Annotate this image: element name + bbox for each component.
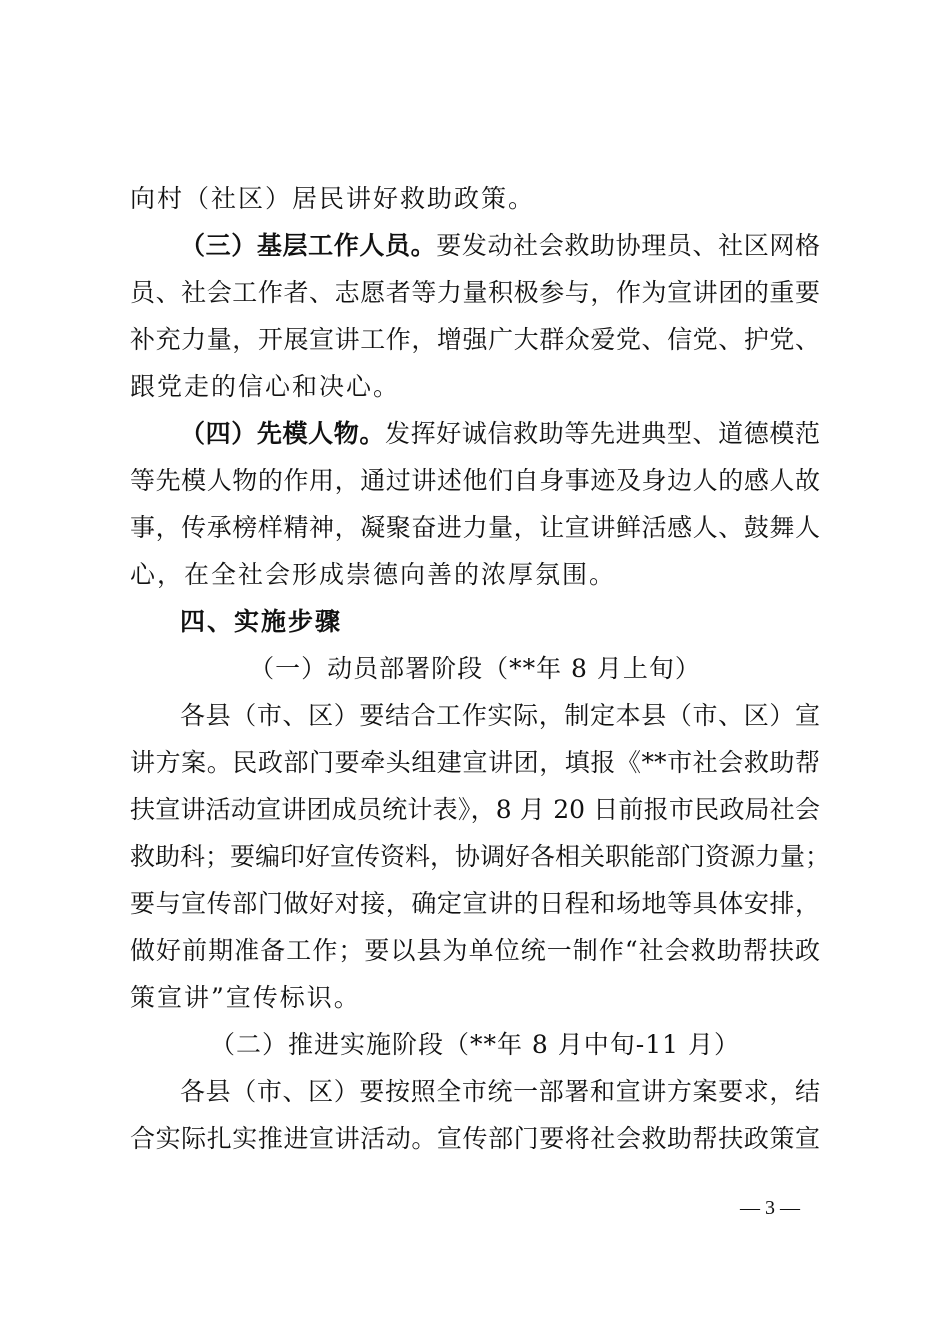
section-heading-line: （四）先模人物。发挥好诚信救助等先进典型、道德模范: [180, 419, 820, 448]
body-line: 要与宣传部门做好对接，确定宣讲的日程和场地等具体安排，: [130, 889, 820, 918]
subheading-grassroots: （三）基层工作人员。: [180, 231, 437, 260]
body-line: 做好前期准备工作；要以县为单位统一制作“社会救助帮扶政: [130, 936, 820, 965]
section-heading-line: （三）基层工作人员。要发动社会救助协理员、社区网格: [180, 231, 820, 260]
body-line: 扶宣讲活动宣讲团成员统计表》，8 月 20 日前报市民政局社会: [130, 795, 820, 824]
body-line: 跟党走的信心和决心。: [130, 372, 401, 401]
phase-heading: （二）推进实施阶段（**年 8 月中旬-11 月）: [209, 1030, 740, 1059]
body-line: 各县（市、区）要按照全市统一部署和宣讲方案要求，结: [180, 1077, 820, 1106]
body-line: 各县（市、区）要结合工作实际，制定本县（市、区）宣: [180, 701, 820, 730]
body-line: 救助科；要编印好宣传资料，协调好各相关职能部门资源力量；: [130, 842, 831, 871]
phase-heading: （一）动员部署阶段（**年 8 月上旬）: [249, 654, 701, 683]
section-heading: 四、实施步骤: [180, 607, 343, 636]
body-line: 员、社会工作者、志愿者等力量积极参与，作为宣讲团的重要: [130, 278, 820, 307]
subheading-models: （四）先模人物。: [180, 419, 385, 448]
body-line: 讲方案。民政部门要牵头组建宣讲团，填报《**市社会救助帮: [130, 748, 820, 777]
body-line: 心，在全社会形成崇德向善的浓厚氛围。: [130, 560, 617, 589]
body-line: 事，传承榜样精神，凝聚奋进力量，让宣讲鲜活感人、鼓舞人: [130, 513, 820, 542]
body-line: 补充力量，开展宣讲工作，增强广大群众爱党、信党、护党、: [130, 325, 820, 354]
page-number: — 3 —: [740, 1197, 800, 1219]
body-line: 合实际扎实推进宣讲活动。宣传部门要将社会救助帮扶政策宣: [130, 1124, 820, 1153]
body-line: 向村（社区）居民讲好救助政策。: [130, 184, 536, 213]
body-line: 策宣讲”宣传标识。: [130, 983, 361, 1012]
body-line: 等先模人物的作用，通过讲述他们自身事迹及身边人的感人故: [130, 466, 820, 495]
